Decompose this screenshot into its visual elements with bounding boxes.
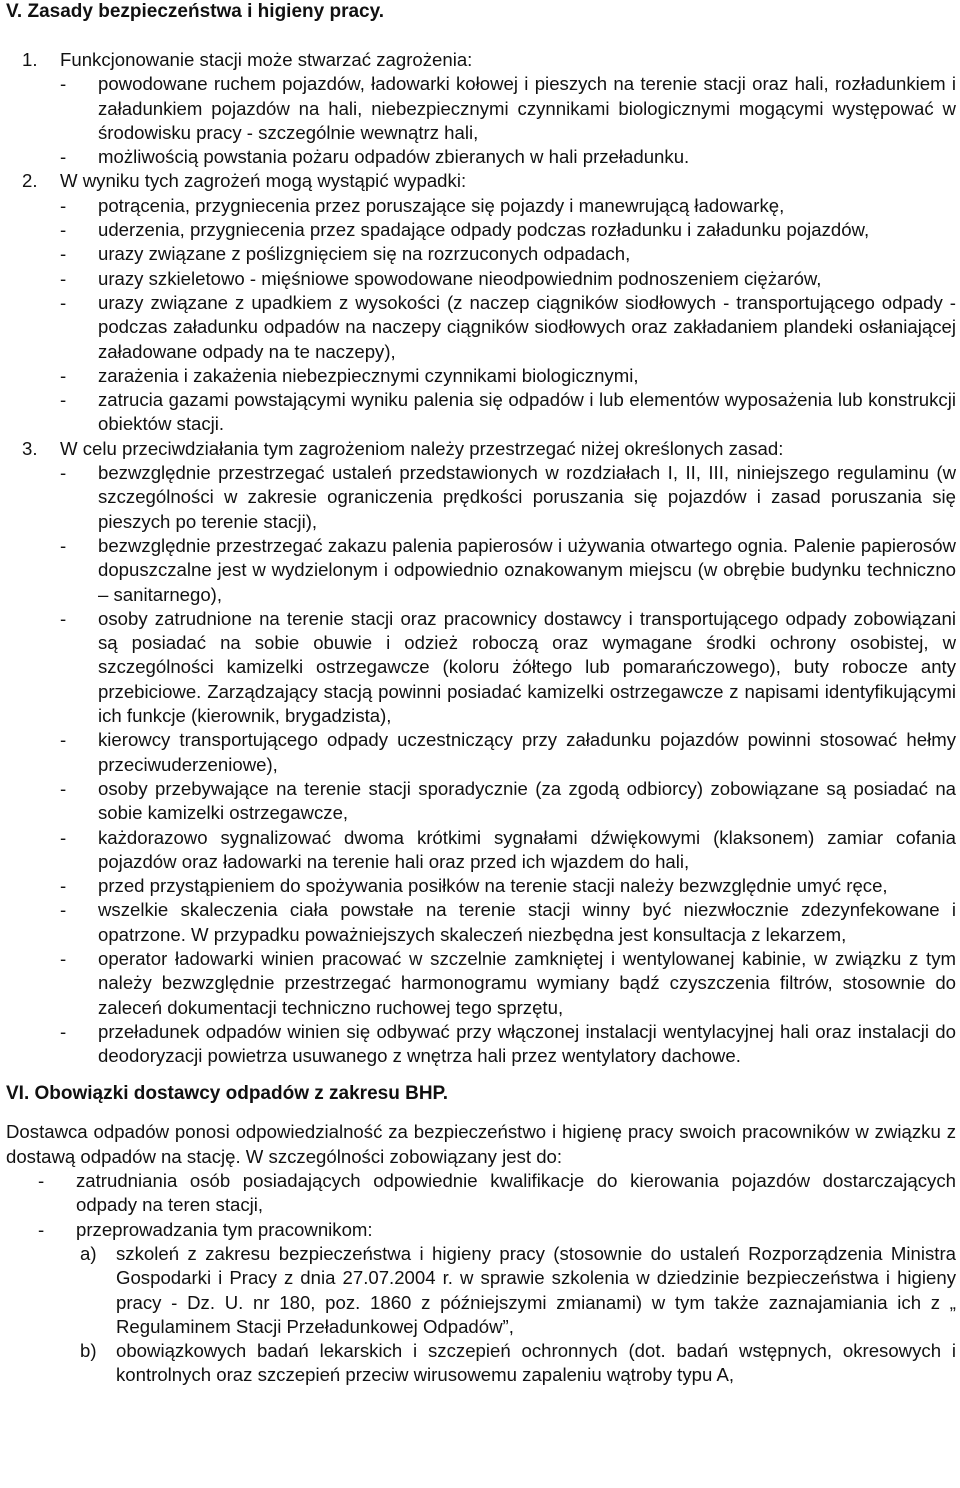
list-item: - uderzenia, przygniecenia przez spadające odpady podczas rozładunku i załadunku pojazdów, <box>60 219 870 241</box>
list-item: - osoby zatrudnione na terenie stacji oraz pracownicy dostawcy i transportującego odpady zobowiązani są posiadać na sobie obuwie i odzież roboczą oraz wymagane środki ochrony osobistej, w szczególności kamizelki ostrzegawcze (koloru żółtego lub pomarańczowego), buty robocze anty przebiciowe. Zarządzający stacją powinni posiadać kamizelki ostrzegawcze z napisami identyfikującymi ich funkcje (kierownik, brygadzista), <box>60 607 956 727</box>
numbered-item-2 <box>22 169 956 436</box>
item-intro: Funkcjonowanie stacji może stwarzać zagrożenia: <box>60 49 473 70</box>
list-item: - bezwzględnie przestrzegać zakazu palenia papierosów i używania otwartego ognia. Palenie papierosów dopuszczalne jest w wydzielonym i odpowiednio oznakowanym miejscu (w obrębie budynku techniczno – sanitarnego), <box>60 534 956 605</box>
item-letter: a) <box>80 1242 97 1264</box>
list-item: - możliwością powstania pożaru odpadów zbieranych w hali przeładunku. <box>60 146 690 168</box>
list-item: - zarażenia i zakażenia niebezpiecznymi czynnikami biologicznymi, <box>60 364 639 386</box>
item-text: obowiązkowych badań lekarskich i szczepień ochronnych (dot. badań wstępnych, okresowych i kontrolnych oraz szczepień przeciw wirusowemu zapaleniu wątroby typu A, <box>116 1340 956 1386</box>
list-item: - przed przystąpieniem do spożywania posiłków na terenie stacji należy bezwzględnie umyć ręce, <box>60 875 888 897</box>
section-title-v: V. Zasady bezpieczeństwa i higieny pracy. <box>6 1 385 22</box>
list-item: - powodowane ruchem pojazdów, ładowarki kołowej i pieszych na terenie stacji oraz hali, rozładunkiem i załadunkiem pojazdów na hali, niebezpiecznymi czynnikami biologicznymi mogącymi występować w środowisku pracy - szczególnie wewnątrz hali, <box>60 73 956 143</box>
list-item: - kierowcy transportującego odpady uczestniczący przy załadunku pojazdów powinni stosować hełmy przeciwuderzeniowe), <box>60 729 956 775</box>
item-number: 3. <box>22 437 38 459</box>
lettered-item-a <box>80 1242 956 1339</box>
list-item: - zatrucia gazami powstającymi wyniku palenia się odpadów i lub elementów wyposażenia lub konstrukcji obiektów stacji. <box>60 389 956 435</box>
list-item: - urazy szkieletowo - mięśniowe spowodowane nieodpowiednim podnoszeniem ciężarów, <box>60 267 822 289</box>
numbered-item-3 <box>22 437 956 1069</box>
list-item: - operator ładowarki winien pracować w szczelnie zamkniętej i wentylowanej kabinie, w związku z tym należy bezwzględnie przestrzegać harmonogramu wymiany bądź czyszczenia filtrów, stosownie do zaleceń dokumentacji techniczno ruchowej tego sprzętu, <box>60 947 956 1018</box>
item-intro: W celu przeciwdziałania tym zagrożeniom należy przestrzegać niżej określonych zasad: <box>60 437 784 459</box>
list-item: - urazy związane z poślizgnięciem się na rozrzuconych odpadach, <box>60 243 631 265</box>
list-item: - zatrudniania osób posiadających odpowiednie kwalifikacje do kierowania pojazdów dostarczających odpady na teren stacji, <box>38 1170 956 1216</box>
item-letter: b) <box>80 1340 97 1362</box>
list-item: - potrącenia, przygniecenia przez poruszające się pojazdy i manewrującą ładowarkę, <box>60 194 785 216</box>
section-title-vi: VI. Obowiązki dostawcy odpadów z zakresu BHP. <box>6 1083 449 1105</box>
numbered-item-1 <box>22 48 956 169</box>
item-intro: W wyniku tych zagrożeń mogą wystąpić wypadki: <box>60 170 467 192</box>
list-item: - bezwzględnie przestrzegać ustaleń przedstawionych w rozdziałach I, II, III, niniejszego regulaminu (w szczególności w zakresie ograniczenia prędkości poruszania się pojazdów i zasad poruszania się pieszych po terenie stacji), <box>60 462 956 532</box>
list-item: - urazy związane z upadkiem z wysokości (z naczep ciągników siodłowych - transportującego odpady - podczas załadunku odpadów na naczepy ciągników siodłowych oraz zakładaniem plandeki osłaniającej załadowane odpady na te naczepy), <box>60 291 956 362</box>
item-number: 2. <box>22 170 38 192</box>
section-intro: Dostawca odpadów ponosi odpowiedzialność za bezpieczeństwo i higienę pracy swoich pracowników w związku z dostawą odpadów na stację. W szczególności zobowiązany jest do: <box>6 1121 956 1167</box>
list-item: - wszelkie skaleczenia ciała powstałe na terenie stacji winny być niezwłocznie zdezynfekowane i opatrzone. W przypadku poważniejszych skaleczeń niezbędna jest konsultacja z lekarzem, <box>60 899 956 945</box>
item-text: szkoleń z zakresu bezpieczeństwa i higieny pracy (stosownie do ustaleń Rozporządzenia Ministra Gospodarki i Pracy z dnia 27.07.2004 r. w sprawie szkolenia w dziedzinie bezpieczeństwa i higieny pracy - Dz. U. nr 180, poz. 1860 z późniejszymi zmianami) w tym także zaznajamiania ich z „ Regulaminem Stacji Przeładunkowej Odpadów”, <box>116 1242 956 1337</box>
item-number: 1. <box>22 49 38 70</box>
list-item: - przeprowadzania tym pracownikom: <box>38 1218 373 1240</box>
list-item: - osoby przebywające na terenie stacji sporadycznie (za zgodą odbiorcy) zobowiązane są posiadać na sobie kamizelki ostrzegawcze, <box>60 777 956 824</box>
list-item: - każdorazowo sygnalizować dwoma krótkimi sygnałami dźwiękowymi (klaksonem) zamiar cofania pojazdów oraz ładowarki na terenie hali oraz przed ich wjazdem do hali, <box>60 826 956 872</box>
list-item: - przeładunek odpadów winien się odbywać przy włączonej instalacji wentylacyjnej hali oraz instalacji do deodoryzacji powietrza usuwanego z wnętrza hali przez wentylatory dachowe. <box>60 1020 956 1067</box>
lettered-item-b <box>80 1339 956 1388</box>
